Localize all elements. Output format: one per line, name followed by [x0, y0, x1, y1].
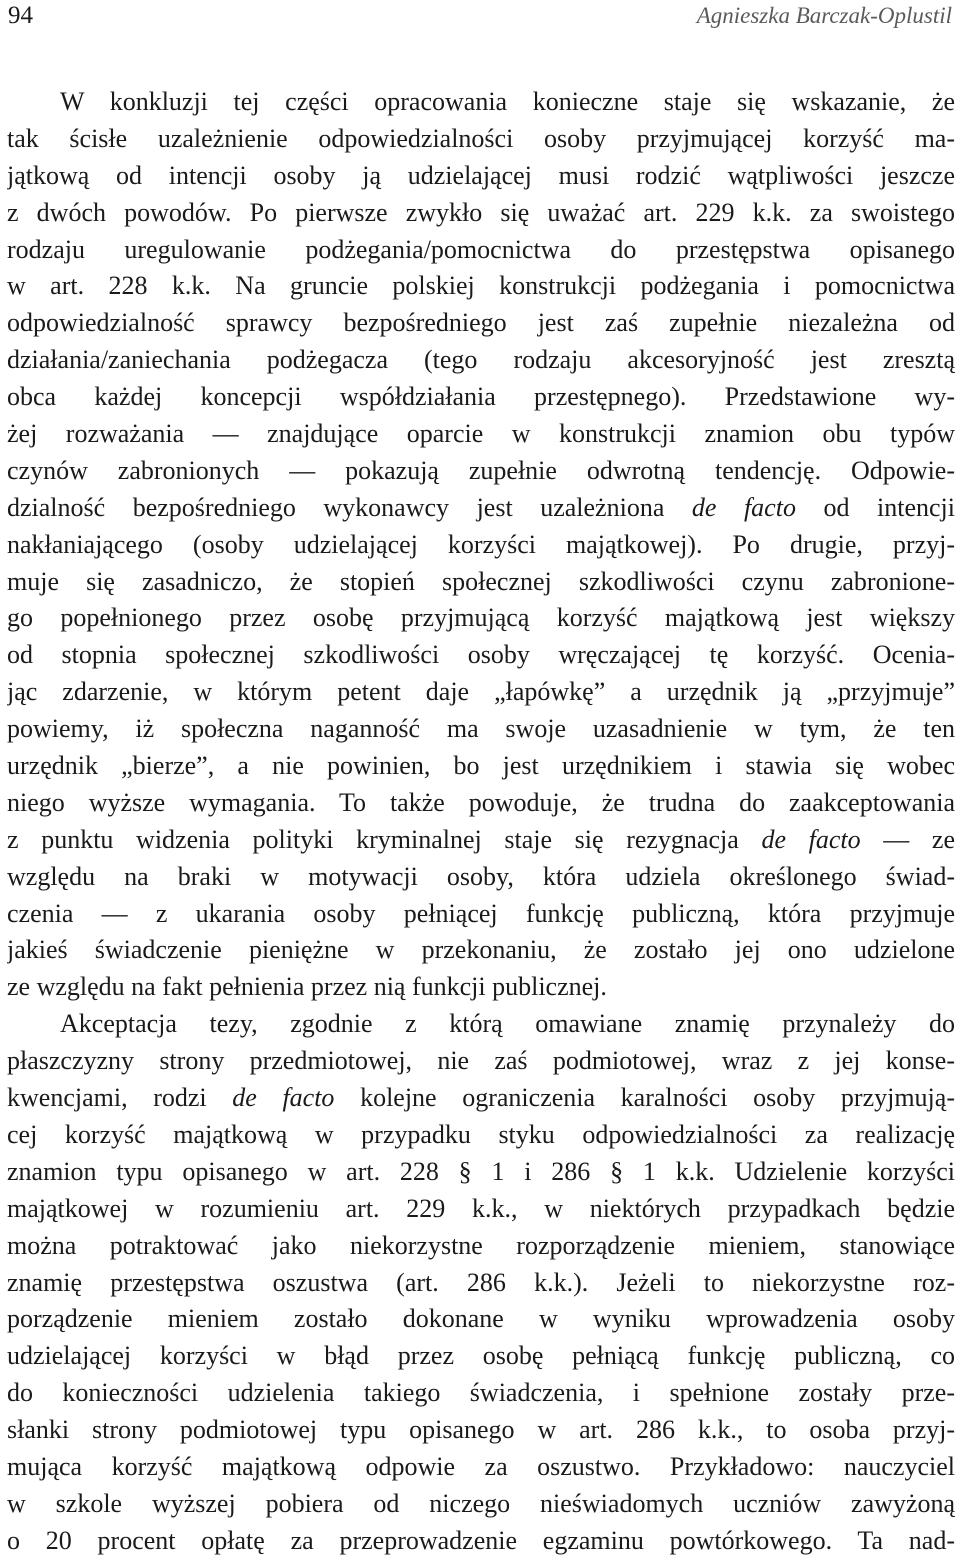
text-line: [7, 822, 955, 859]
text-line: cej korzyść majątkową w przypadku styku odpowiedzialności za realizację: [7, 1119, 955, 1149]
text-line: porządzenie mieniem zostało dokonane w wyniku wprowadzenia osoby: [7, 1304, 955, 1334]
page-header: [0, 0, 960, 36]
text-line: mująca korzyść majątkową odpowie za oszustwo. Przykładowo: nauczyciel: [7, 1451, 955, 1481]
running-head-author: Agnieszka Barczak-Oplustil: [696, 3, 952, 28]
text-line: tak ścisłe uzależnienie odpowiedzialności osoby przyjmującej korzyść ma-: [7, 123, 955, 153]
text-line: żej rozważania — znajdujące oparcie w konstrukcji znamion obu typów: [7, 419, 955, 449]
text-segment: kwencjami, rodzi: [7, 1083, 233, 1113]
text-segment: — ze: [860, 824, 955, 854]
text-line: znamię przestępstwa oszustwa (art. 286 k.k.). Jeżeli to niekorzystne roz-: [7, 1267, 955, 1297]
text-line: Akceptacja tezy, zgodnie z którą omawiane znamię przynależy do: [60, 1009, 955, 1039]
italic-term: de facto: [691, 492, 796, 522]
text-line: jakieś świadczenie pieniężne w przekonaniu, że zostało jej ono udzielone: [7, 935, 955, 965]
text-line: do konieczności udzielenia takiego świadczenia, i spełnione zostały prze-: [7, 1378, 955, 1408]
text-line: niego wyższe wymagania. To także powoduje, że trudna do zaakceptowania: [7, 787, 955, 817]
text-line: jąc zdarzenie, w którym petent daje „łapówkę” a urzędnik ją „przyjmuje”: [7, 677, 955, 707]
text-line: z dwóch powodów. Po pierwsze zwykło się uważać art. 229 k.k. za swoistego: [7, 197, 955, 227]
text-line: W konkluzji tej części opracowania konieczne staje się wskazanie, że: [60, 87, 955, 116]
text-line: urzędnik „bierze”, a nie powinien, bo jest urzędnikiem i stawia się wobec: [7, 751, 955, 781]
text-line: znamion typu opisanego w art. 228 § 1 i 286 § 1 k.k. Udzielenie korzyści: [7, 1156, 955, 1186]
text-line: muje się zasadniczo, że stopień społecznej szkodliwości czynu zabronione-: [7, 566, 955, 596]
text-line: odpowiedzialność sprawcy bezpośredniego jest zaś zupełnie niezależna od: [7, 308, 955, 338]
text-line: rodzaju uregulowanie podżegania/pomocnictwa do przestępstwa opisanego: [7, 234, 955, 264]
text-line: powiemy, iż społeczna naganność ma swoje uzasadnienie w tym, że ten: [7, 714, 955, 744]
body-text: [7, 84, 955, 1560]
text-line: działania/zaniechania podżegacza (tego rodzaju akcesoryjność jest zresztą: [7, 345, 955, 375]
text-line: go popełnionego przez osobę przyjmującą korzyść majątkową jest większy: [7, 603, 955, 633]
italic-term: de facto: [232, 1083, 335, 1113]
text-line: jątkową od intencji osoby ją udzielającej musi rodzić wątpliwości jeszcze: [7, 160, 955, 190]
text-line: [7, 490, 955, 527]
text-segment: z punktu widzenia polityki kryminalnej staje się rezygnacja: [7, 824, 762, 854]
text-line: w art. 228 k.k. Na gruncie polskiej konstrukcji podżegania i pomocnictwa: [7, 271, 955, 301]
text-segment: kolejne ograniczenia karalności osoby przyjmują-: [334, 1083, 955, 1113]
text-line: majątkowej w rozumieniu art. 229 k.k., w niektórych przypadkach będzie: [7, 1193, 955, 1223]
text-line: płaszczyzny strony przedmiotowej, nie zaś podmiotowej, wraz z jej konse-: [7, 1046, 955, 1076]
text-line: od stopnia społecznej szkodliwości osoby wręczającej tę korzyść. Ocenia-: [7, 640, 955, 670]
italic-term: de facto: [761, 824, 861, 854]
text-line: można potraktować jako niekorzystne rozporządzenie mieniem, stanowiące: [7, 1230, 955, 1260]
text-line: słanki strony podmiotowej typu opisanego w art. 286 k.k., to osoba przyj-: [7, 1415, 955, 1445]
page-number: 94: [8, 2, 33, 29]
text-line: w szkole wyższej pobiera od niczego nieświadomych uczniów zawyżoną: [7, 1488, 955, 1518]
text-line: czynów zabronionych — pokazują zupełnie odwrotną tendencję. Odpowie-: [7, 455, 955, 485]
text-line: o 20 procent opłatę za przeprowadzenie egzaminu powtórkowego. Ta nad-: [7, 1525, 955, 1555]
text-line: nakłaniającego (osoby udzielającej korzyści majątkowej). Po drugie, przyj-: [7, 529, 955, 559]
text-line: [7, 1080, 955, 1117]
text-line: ze względu na fakt pełnienia przez nią funkcji publicznej.: [7, 972, 607, 1002]
text-line: czenia — z ukarania osoby pełniącej funkcję publiczną, która przyjmuje: [7, 898, 955, 928]
text-segment: dzialność bezpośredniego wykonawcy jest uzależniona: [7, 492, 692, 522]
text-segment: od intencji: [795, 492, 955, 522]
text-line: udzielającej korzyści w błąd przez osobę pełniącą funkcję publiczną, co: [7, 1341, 955, 1371]
text-line: względu na braki w motywacji osoby, która udziela określonego świad-: [7, 861, 955, 891]
text-line: obca każdej koncepcji współdziałania przestępnego). Przedstawione wy-: [7, 382, 955, 412]
